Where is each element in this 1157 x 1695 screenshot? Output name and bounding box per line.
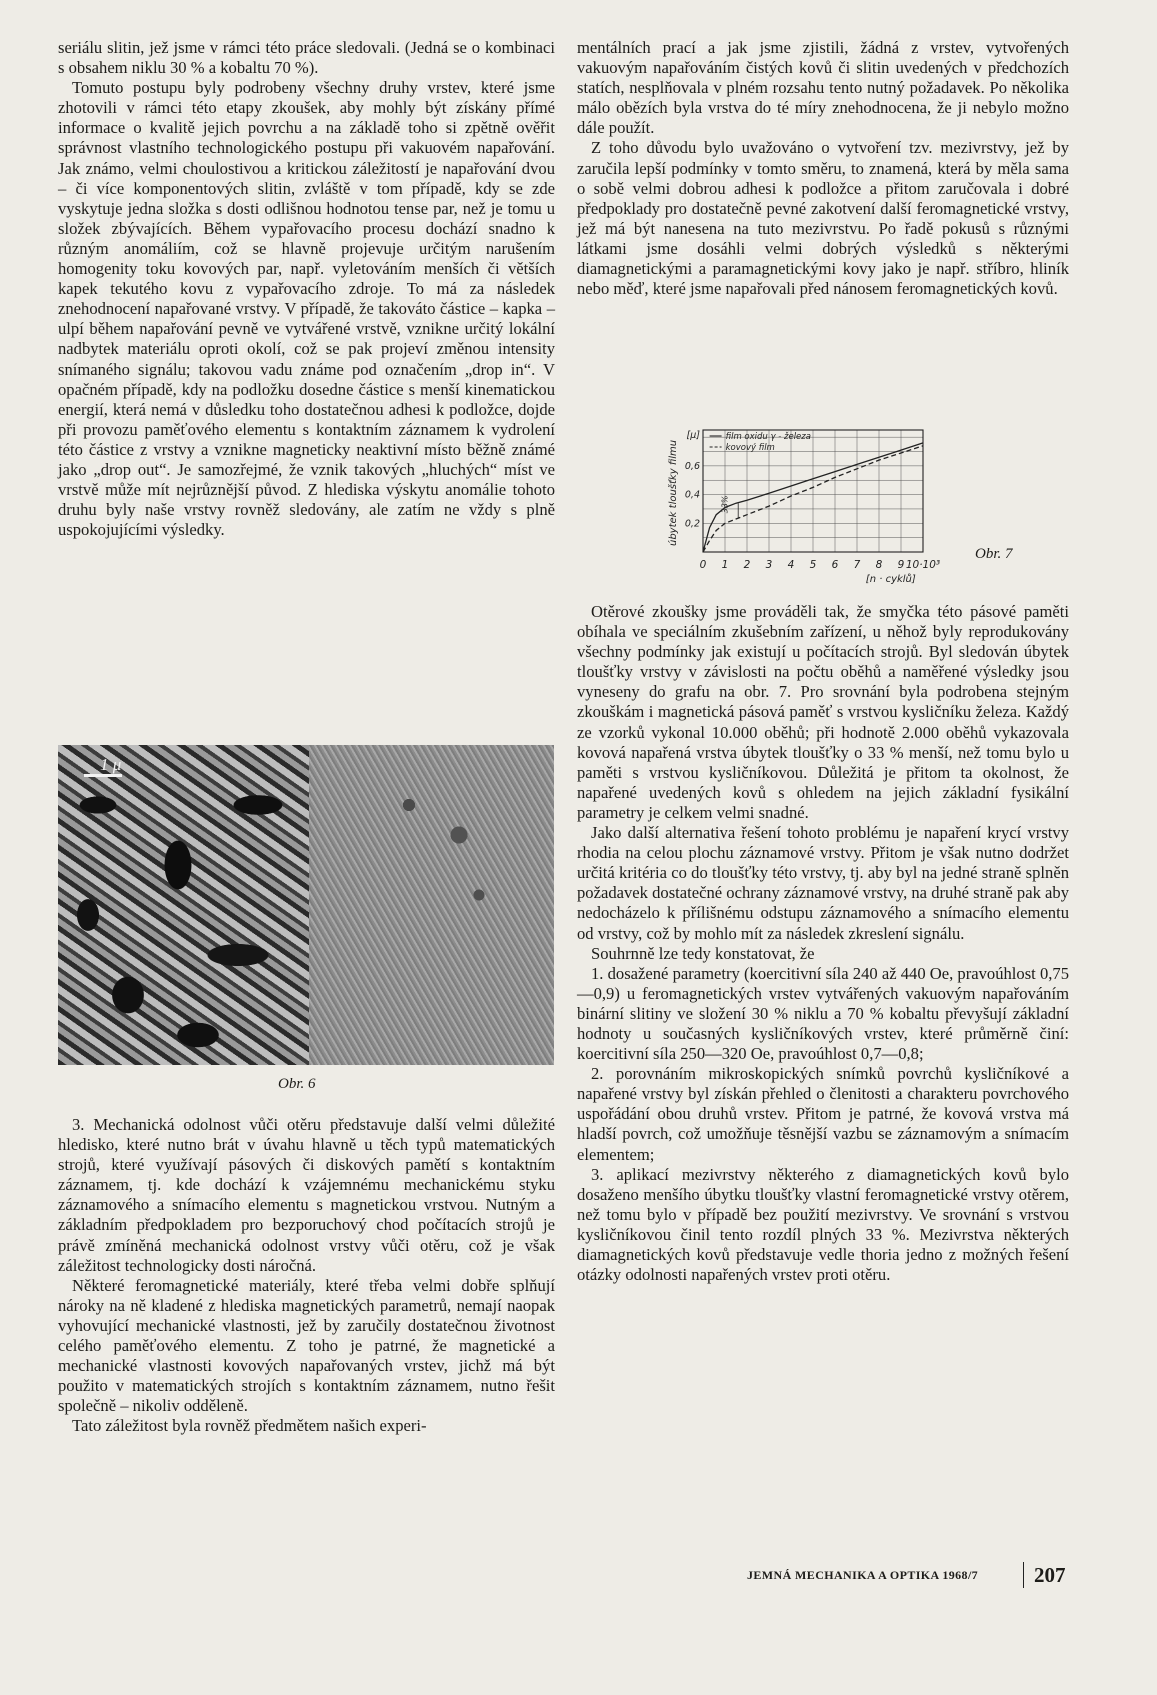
page-number: 207 bbox=[1034, 1563, 1066, 1587]
x-tick-label: 8 bbox=[875, 559, 883, 571]
paragraph: 1. dosažené parametry (koercitivní síla 240 až 440 Oe, pravoúhlost 0,75—0,9) u feromagnetických vrstev vytvářených vakuovým napařováním binární slitiny ve složení 30 % niklu a 70 % kobaltu převyšují základní hodnoty u současných kysličníkových vrstev, které průměrně činí: koercitivní síla 250—320 Oe, pravoúhlost 0,7—0,8; bbox=[577, 963, 1069, 1064]
scale-label: 1 μ bbox=[100, 755, 122, 774]
paragraph: Tomuto postupu byly podrobeny všechny druhy vrstev, které jsme zhotovili v rámci této etapy zkoušek, aby mohly být získány přímé informace o kvalitě jejich povrchu a na základě toho si zpětně ověřit správnost vlastního technologického postupu při vakuovém napařování. Jak známo, velmi choulostivou a kritickou záležitostí je napařování dvou – či více komponentových slitin, zvláště v tom případě, kdy se zde vyskytuje jedna složka s dosti odlišnou hodnotou tense par, než je tomu u složek zbývajících. Během vypařovacího procesu dochází snadno k různým anomáliím, což se hlavně projevuje určitým narušením homogenity toku kovových par, např. vyletováním menších či větších kapek tekutého kovu z vypařovacího zdroje. To má za následek znehodnocení napařované vrstvy. V případě, že takováto částice – kapka – ulpí během napařování pevně ve vytvářené vrstvě, vznikne určitý lokální nadbytek materiálu oproti okolí, což se pak projeví změnou intensity snímaného signálu; takovou vadu známe pod označením „drop in“. V opačném případě, kdy na podložku dosedne částice s menší kinematickou energií, která nemá v důsledku toho dostatečnou adhesi k podložce, dojde při provozu paměťového elementu s kontaktním záznamem k vydrolení této částice z vrstvy a vznikne magneticky neaktivní místo běžně známé jako „drop out“. Je samozřejmé, že vznik takových „hluchých“ míst ve vrstvě může mít nejrůznější původ. Z hlediska výskytu anomálie tohoto druhu byly naše vrstvy rovněž sledovány, ale zatím ne vždy s plně uspokojujícími výsledky. bbox=[58, 78, 555, 540]
x-tick-label: 3 bbox=[765, 559, 773, 571]
figure-6-caption: Obr. 6 bbox=[278, 1076, 316, 1092]
left-column bbox=[58, 38, 555, 540]
right-column-continued bbox=[577, 602, 1069, 1285]
journal-footer: JEMNÁ MECHANIKA A OPTIKA 1968/7 bbox=[747, 1568, 979, 1582]
x-tick-label: 9 bbox=[897, 559, 905, 571]
y-axis-label: úbytek tloušťky filmu bbox=[668, 439, 679, 546]
x-tick-label: 6 bbox=[831, 559, 839, 571]
figure-7-caption: Obr. 7 bbox=[975, 546, 1013, 562]
x-tick-label: 1 bbox=[721, 559, 729, 571]
paragraph: Otěrové zkoušky jsme prováděli tak, že smyčka této pásové paměti obíhala ve speciálním zkušebním zařízení, u něhož byly reprodukovány všechny podmínky jak existují u počítacích strojů. Byl sledován úbytek tloušťky vrstvy v závislosti na počtu oběhů a naměřené výsledky jsou vyneseny do grafu na obr. 7. Pro srovnání byla podrobena stejným zkouškám i magnetická pásová paměť s vrstvou kysličníku železa. Každý ze vzorků vykonal 10.000 oběhů; při hodnotě 2.000 oběhů vykazovala kovová napařená vrstva úbytek tloušťky o 33 % menší, než tomu bylo u paměti s vrstvou kysličníkovou. Důležitá je přitom ta okolnost, že napařené uvedených kovů s ohledem na jejich základní fysikální parametry je celkem velmi snadné. bbox=[577, 602, 1069, 822]
paragraph: 3. Mechanická odolnost vůči otěru představuje další velmi důležité hledisko, které nutno brát v úvahu hlavně u těch typů matematických strojů, které využívají pásových či diskových pamětí s kontaktním záznamem, tj. kde dochází k vzájemnému mechanickému styku záznamového a snímacího elementu s magnetickou vrstvou. Nutným a základním předpokladem pro bezporuchový chod počítacích strojů je právě zmíněná mechanická odolnost vrstvy vůči otěru, což je však záležitost technologicky dosti náročná. bbox=[58, 1115, 555, 1275]
x-tick-label: 2 bbox=[743, 559, 751, 571]
paragraph: Souhrnně lze tedy konstatovat, že bbox=[591, 943, 815, 963]
x-tick-label: 7 bbox=[853, 559, 861, 571]
legend-label: kovový film bbox=[725, 443, 775, 453]
x-tick-label: 0 bbox=[699, 559, 707, 571]
annotation-label: 33% bbox=[720, 495, 730, 514]
footer-divider bbox=[1023, 1562, 1024, 1588]
paragraph: 2. porovnáním mikroskopických snímků povrchů kysličníkové a napařené vrstvy byl získán přehled o členitosti a charakteru povrchového uspořádání obou druhů vrstev. Přitom je patrné, že kovová vrstva má hladší povrch, což umožňuje těsnější vazbu se záznamovým a snímacím elementem; bbox=[577, 1064, 1069, 1164]
y-unit-label: [μ] bbox=[686, 430, 700, 441]
figure-6-micrograph bbox=[58, 745, 554, 1065]
x-tick-label: 10·10³ bbox=[905, 559, 941, 571]
y-tick-label: 0,4 bbox=[684, 489, 700, 501]
figure-7-chart bbox=[655, 424, 955, 586]
paragraph: Některé feromagnetické materiály, které třeba velmi dobře splňují nároky na ně kladené z hlediska magnetických parametrů, nemají naopak vyhovující mechanické vlastnosti, jež by zaručily dostatečnou životnost celého paměťového elementu. Z toho je patrné, že magnetické a mechanické vlastnosti kovových napařovaných vrstev, jichž má být použito v matematických strojích s kontaktním záznamem, nutno řešit společně – nikoliv odděleně. bbox=[58, 1275, 555, 1416]
x-axis-label: [n · cyklů] bbox=[865, 574, 916, 585]
paragraph: seriálu slitin, jež jsme v rámci této práce sledovali. (Jedná se o kombinaci s obsahem niklu 30 % a kobaltu 70 %). bbox=[58, 38, 555, 78]
right-column bbox=[577, 38, 1069, 299]
legend-label: film oxidu γ - železa bbox=[725, 432, 811, 442]
paragraph: Tato záležitost byla rovněž předmětem našich experi- bbox=[72, 1416, 427, 1436]
y-tick-label: 0,6 bbox=[684, 460, 700, 472]
paragraph: mentálních prací a jak jsme zjistili, žádná z vrstev, vytvořených vakuovým napařováním čistých kovů či slitin uvedených v předchozích statích, nesplňovala v plném rozsahu tento nutný požadavek. Po několika málo obězích byla vrstva do té míry znehodnocena, že ji nebylo možno dále použít. bbox=[577, 38, 1069, 138]
paragraph: Z toho důvodu bylo uvažováno o vytvoření tzv. mezivrstvy, jež by zaručila lepší podmínky v tomto směru, to znamená, která by měla sama o sobě velmi dobrou adhesi k podložce a přitom zaručovala i dobré předpoklady pro dostatečně pevné zakotvení další feromagnetické vrstvy, jež má být nanesena na tuto mezivrstvu. Po řadě pokusů s různými látkami jsme dosáhli velmi dobrých výsledků s některými diamagnetickými a paramagnetickými kovy jako je např. stříbro, hliník nebo měď, které jsme napařovali před nánosem feromagnetických kovů. bbox=[577, 138, 1069, 299]
left-column-continued bbox=[58, 1115, 555, 1437]
x-tick-label: 4 bbox=[787, 559, 795, 571]
evaporated-layer-micrograph bbox=[309, 745, 554, 1065]
oxide-layer-micrograph bbox=[58, 745, 309, 1065]
paragraph: 3. aplikací mezivrstvy některého z diamagnetických kovů bylo dosaženo menšího úbytku tloušťky vlastní feromagnetické vrstvy otěrem, než tomu bylo v případě bez použití mezivrstvy. Ve srovnání s vrstvou kysličníkovou činil tento rozdíl plných 33 %. Mezivrstva některých diamagnetických kovů představuje vedle thoria jedno z možných řešení otázky odolnosti napařených vrstev proti otěru. bbox=[577, 1164, 1069, 1285]
paragraph: Jako další alternativa řešení tohoto problému je napaření krycí vrstvy rhodia na celou plochu záznamové vrstvy. Přitom je však nutno dodržet určitá kritéria co do tloušťky této vrstvy, tj. aby byl na jedné straně splněn požadavek dostatečné ochrany záznamové vrstvy, na druhé straně pak aby nedocházelo k přílišnému odstupu záznamového a snímacího elementu od vrstvy, což by mohlo mít za následek zkreslení signálu. bbox=[577, 823, 1069, 943]
y-tick-label: 0,2 bbox=[684, 518, 700, 530]
x-tick-label: 5 bbox=[809, 559, 817, 571]
